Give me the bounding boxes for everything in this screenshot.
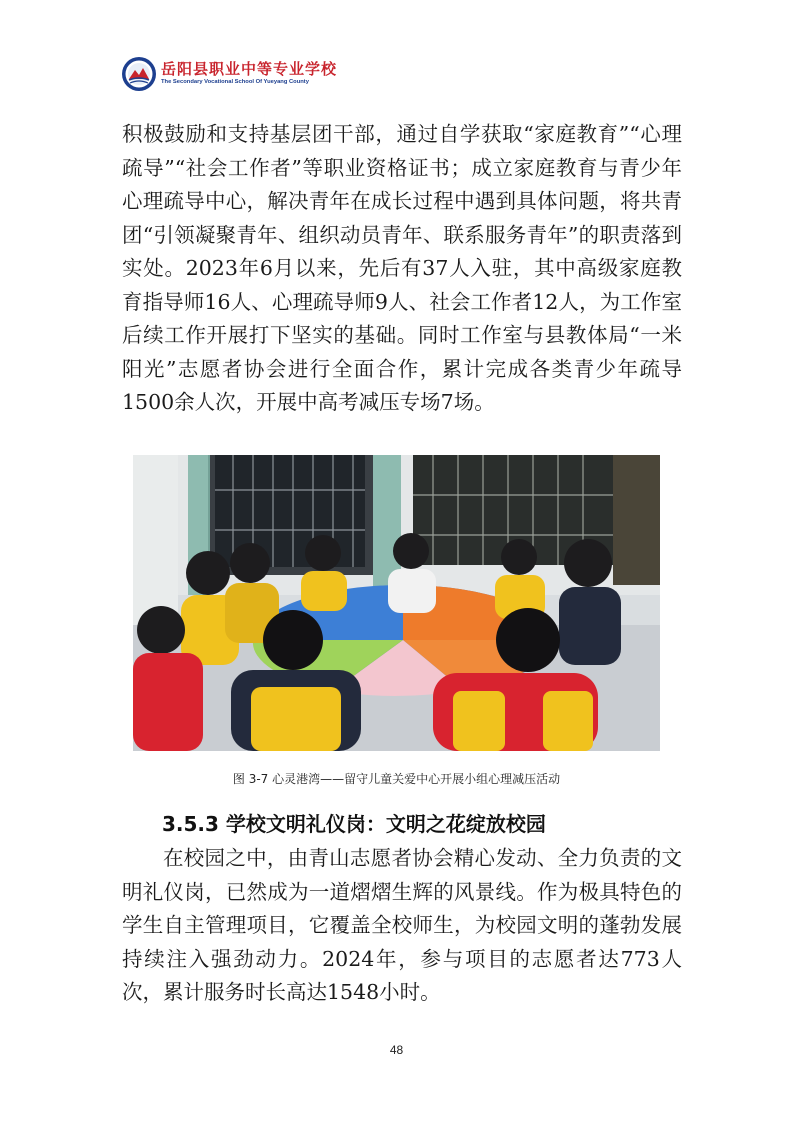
school-logo-header (121, 56, 361, 94)
school-name-english: The Secondary Vocational School Of Yueyang County (161, 79, 309, 85)
page-number: 48 (389, 1043, 404, 1057)
body-paragraph: 积极鼓励和支持基层团干部，通过自学获取“家庭教育”“心理疏导”“社会工作者”等职业资格证书；成立家庭教育与青少年心理疏导中心，解决青年在成长过程中遇到具体问题，将共青团“引领凝聚青年、组织动员青年、联系服务青年”的职责落到实处。2023年6月以来，先后有37人入驻，其中高级家庭教育指导师16人、心理疏导师9人、社会工作者12人，为工作室后续工作开展打下坚实的基础。同时工作室与县教体局“一米阳光”志愿者协会进行全面合作，累计完成各类青少年疏导1500余人次，开展中高考减压专场7场。 (122, 122, 682, 414)
school-name-chinese: 岳阳县职业中等专业学校 (161, 60, 338, 78)
group-activity-photo (133, 455, 660, 751)
figure-caption: 图 3-7 心灵港湾——留守儿童关爱中心开展小组心理减压活动 (232, 772, 561, 786)
school-emblem-icon (121, 56, 157, 92)
section-heading: 3.5.3 学校文明礼仪岗：文明之花绽放校园 (162, 812, 546, 836)
body-paragraph: 在校园之中，由青山志愿者协会精心发动、全力负责的文明礼仪岗，已然成为一道熠熠生辉的风景线。作为极具特色的学生自主管理项目，它覆盖全校师生，为校园文明的蓬勃发展持续注入强劲动力。2024年，参与项目的志愿者达773人次，累计服务时长高达1548小时。 (122, 846, 682, 1004)
